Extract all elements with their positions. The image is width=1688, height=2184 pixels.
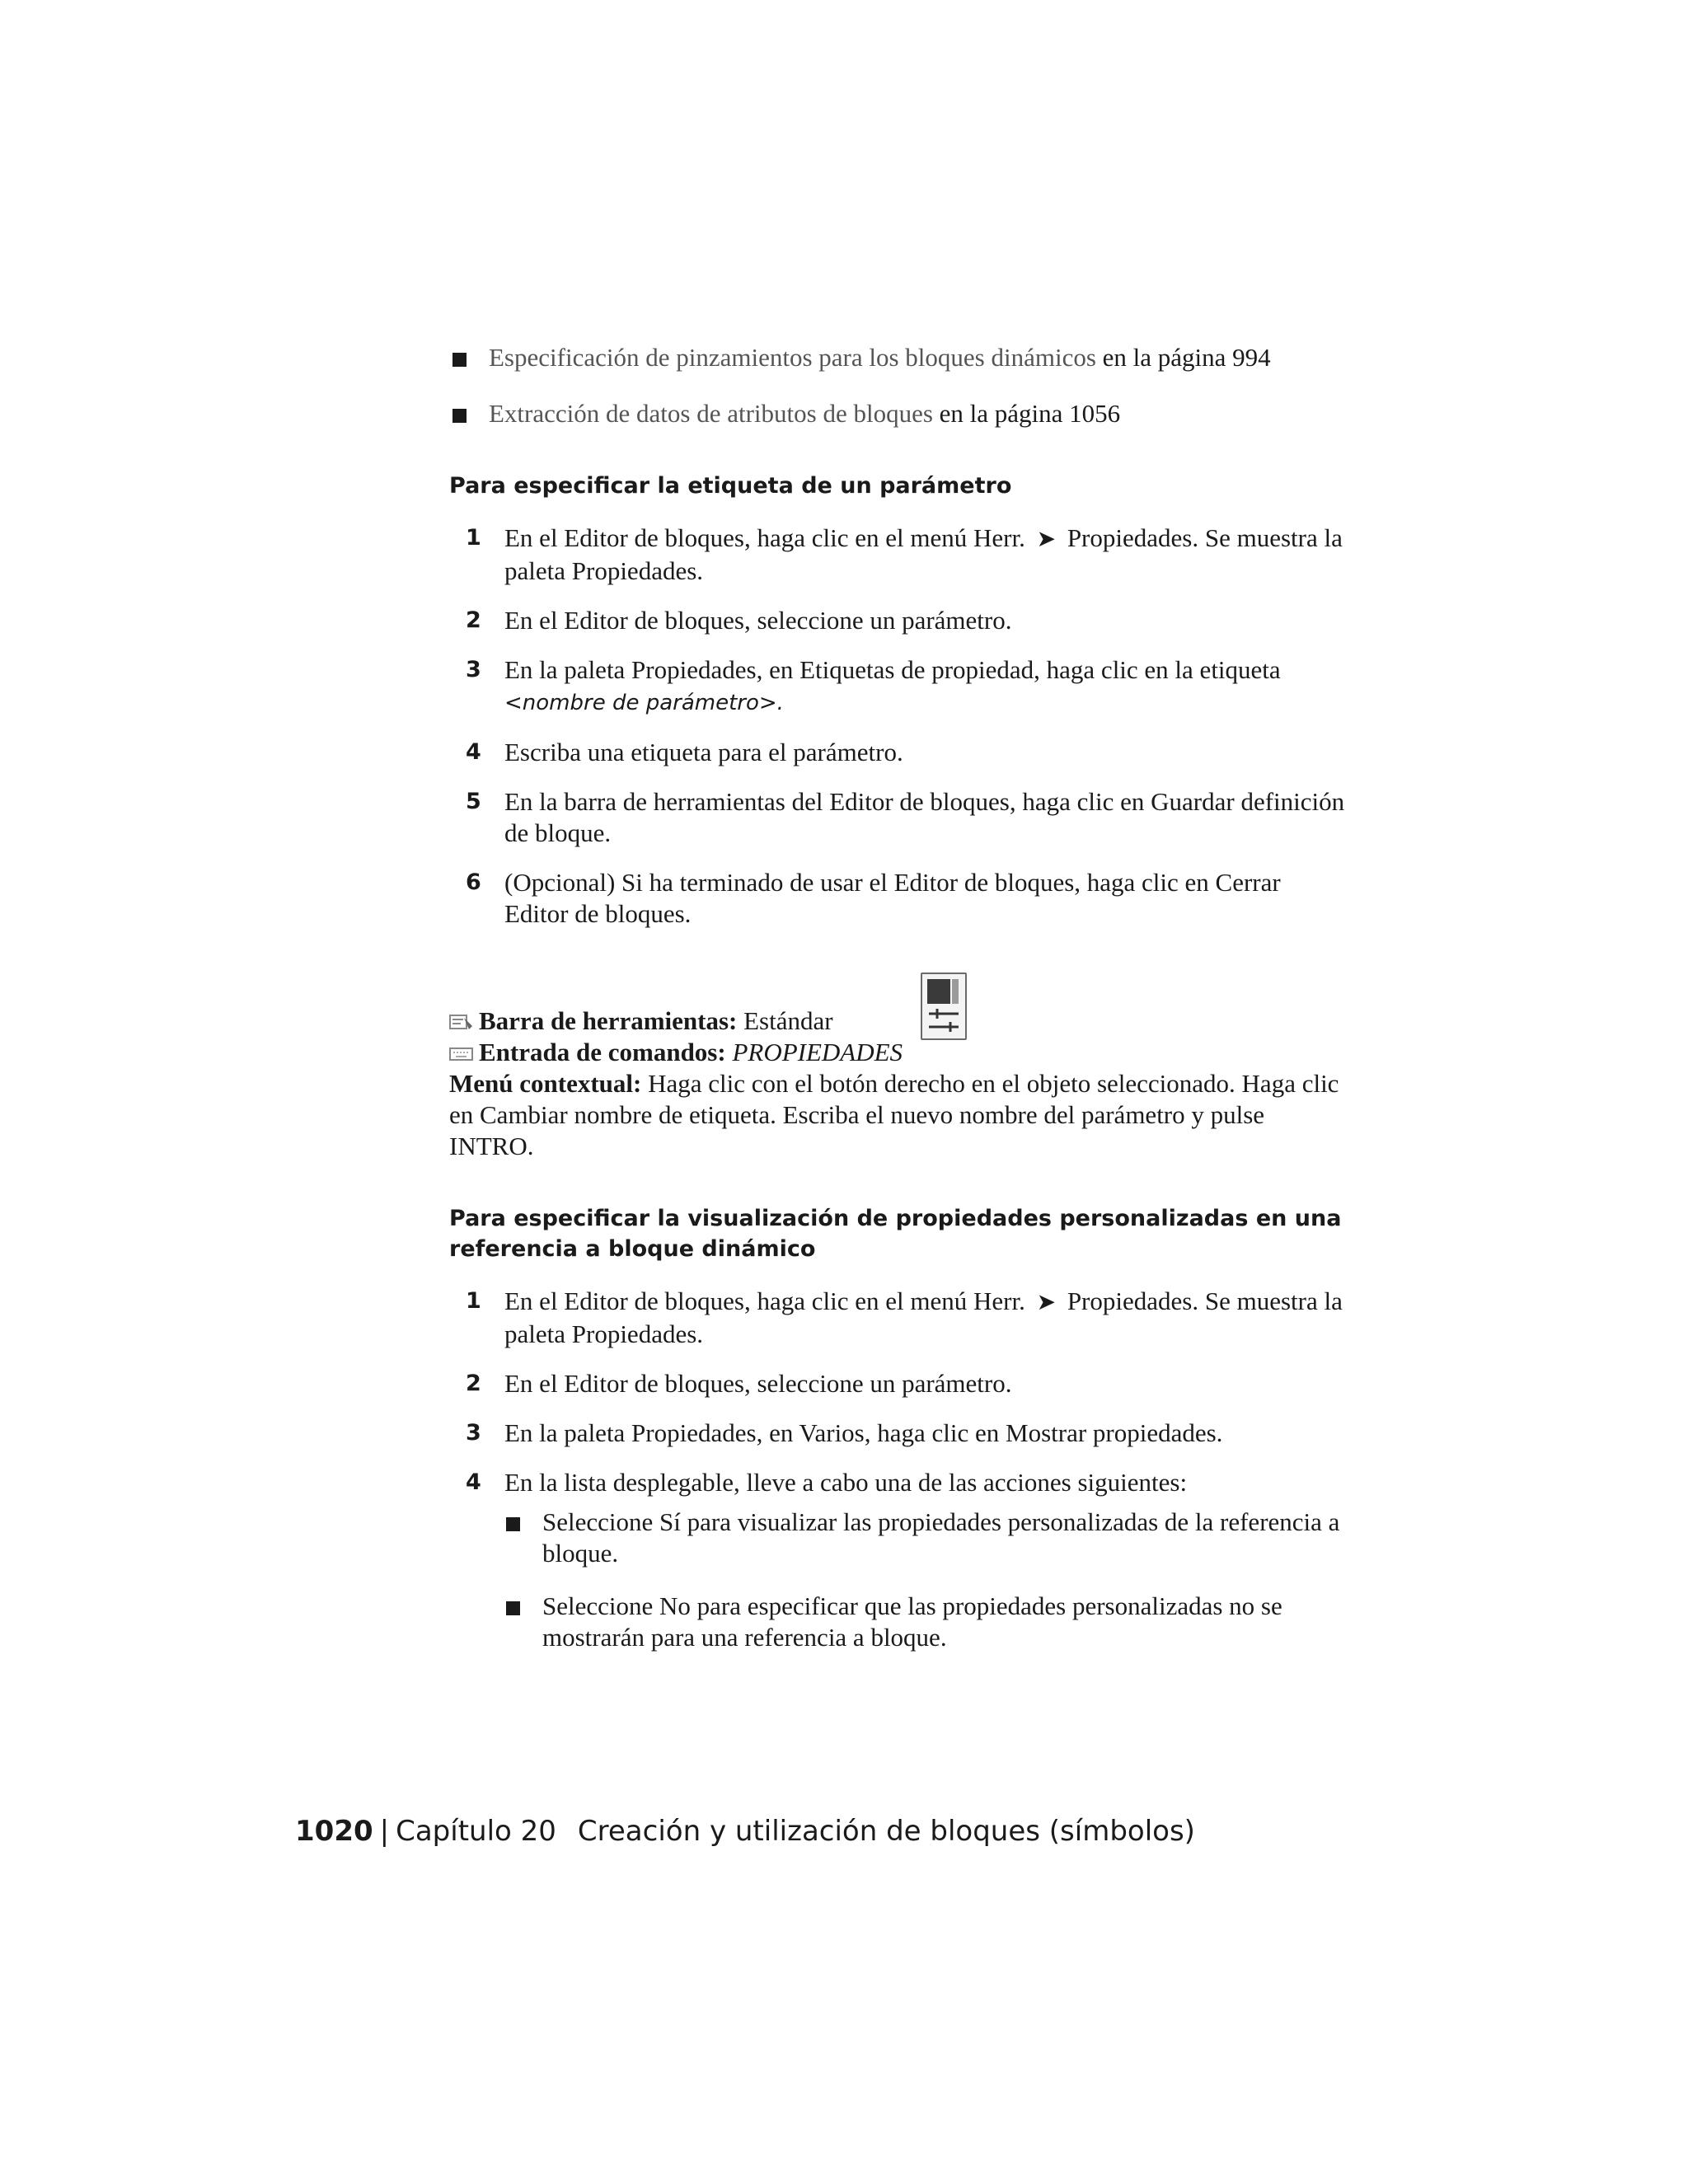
step-text: En la lista desplegable, lleve a cabo una de las acciones siguientes: (504, 1468, 1188, 1497)
procedure-step (449, 523, 1348, 587)
step-number: 3 (466, 657, 481, 682)
step-text: En el Editor de bloques, haga clic en el menú Herr. (504, 523, 1025, 552)
step-number: 1 (466, 1288, 481, 1314)
step-number: 4 (466, 1469, 481, 1495)
step-number: 2 (466, 1371, 481, 1396)
procedure-steps (449, 1286, 1348, 1653)
option-text: Seleccione Sí para visualizar las propiedades personalizadas de la referencia a bloque. (542, 1507, 1340, 1568)
step-italic-placeholder: <nombre de parámetro>. (504, 691, 784, 715)
procedure-step (449, 737, 1348, 768)
related-link-text[interactable]: Extracción de datos de atributos de bloques (489, 399, 933, 428)
chapter-label: Capítulo 20 (396, 1815, 556, 1848)
bullet-square-icon (506, 1601, 520, 1615)
step-text: En el Editor de bloques, haga clic en el menú Herr. (504, 1286, 1025, 1315)
step-text: (Opcional) Si ha terminado de usar el Editor de bloques, haga clic en Cerrar Editor de bloques. (504, 868, 1281, 928)
command-access-line (449, 1037, 1348, 1068)
step-text: Propiedades. Se muestra la paleta Propiedades. (504, 1286, 1343, 1348)
keyboard-icon (449, 1038, 474, 1057)
footer-separator: | (379, 1815, 390, 1848)
option-item (504, 1591, 1348, 1653)
procedure-step (449, 786, 1348, 849)
bullet-square-icon (506, 1517, 520, 1531)
step-text: En la barra de herramientas del Editor de bloques, haga clic en Guardar definición de bloque. (504, 787, 1345, 847)
procedure-steps (449, 523, 1348, 930)
procedure-step (449, 1467, 1348, 1653)
toolbar-icon (449, 1007, 474, 1025)
arrow-icon: ➤ (1036, 1290, 1057, 1315)
arrow-icon: ➤ (1036, 527, 1057, 552)
page-number: 1020 (295, 1815, 373, 1848)
step-number: 6 (466, 869, 481, 895)
option-text: Seleccione No para especificar que las propiedades personalizadas no se mostrarán para una referencia a bloque. (542, 1591, 1282, 1652)
context-menu-text: Haga clic con el botón derecho en el objeto seleccionado. Haga clic en Cambiar nombre de etiqueta. Escriba el nuevo nombre del parámetro y pulse INTRO. (449, 1069, 1339, 1160)
procedure-step (449, 654, 1348, 719)
procedure-step (449, 605, 1348, 636)
bullet-square-icon (452, 353, 467, 367)
toolbar-value: Estándar (743, 1006, 833, 1035)
related-link-text[interactable]: Especificación de pinzamientos para los bloques dinámicos (489, 343, 1096, 372)
related-link-page-ref[interactable]: en la página 1056 (939, 399, 1121, 428)
chapter-title: Creación y utilización de bloques (símbolos) (577, 1815, 1195, 1848)
step-text: Escriba una etiqueta para el parámetro. (504, 738, 903, 766)
toolbar-access-line (449, 1005, 1348, 1037)
procedure-step (449, 1368, 1348, 1399)
step-text: En el Editor de bloques, seleccione un parámetro. (504, 606, 1012, 635)
procedure-step (449, 1286, 1348, 1350)
related-link-page-ref[interactable]: en la página 994 (1102, 343, 1271, 372)
step-text: Propiedades. Se muestra la paleta Propiedades. (504, 523, 1343, 585)
page-footer (295, 1813, 1195, 1849)
step-text: En la paleta Propiedades, en Etiquetas de propiedad, haga clic en la etiqueta (504, 655, 1281, 684)
step-number: 5 (466, 789, 481, 814)
option-item (504, 1507, 1348, 1569)
command-label: Entrada de comandos: (479, 1038, 726, 1066)
procedure-heading: Para especificar la visualización de propiedades personalizadas en una referencia a bloque dinámico (449, 1206, 1342, 1262)
page-content (449, 342, 1348, 1675)
access-methods (449, 972, 1348, 1162)
procedure-step (449, 867, 1348, 930)
step-number: 3 (466, 1420, 481, 1446)
context-menu-access (449, 1068, 1348, 1162)
related-link-item[interactable] (449, 398, 1348, 429)
related-links-list (449, 342, 1348, 429)
step-number: 1 (466, 525, 481, 551)
toolbar-label: Barra de herramientas: (479, 1006, 738, 1035)
related-link-item[interactable] (449, 342, 1348, 373)
step-number: 4 (466, 739, 481, 765)
step-text: En el Editor de bloques, seleccione un parámetro. (504, 1369, 1012, 1398)
step-number: 2 (466, 607, 481, 633)
bullet-square-icon (452, 409, 467, 423)
procedure-heading: Para especificar la etiqueta de un parámetro (449, 473, 1012, 499)
context-menu-label: Menú contextual: (449, 1069, 642, 1098)
step-text: En la paleta Propiedades, en Varios, haga clic en Mostrar propiedades. (504, 1418, 1223, 1447)
option-list (504, 1507, 1348, 1653)
procedure-step (449, 1418, 1348, 1449)
command-value: PROPIEDADES (732, 1038, 903, 1066)
